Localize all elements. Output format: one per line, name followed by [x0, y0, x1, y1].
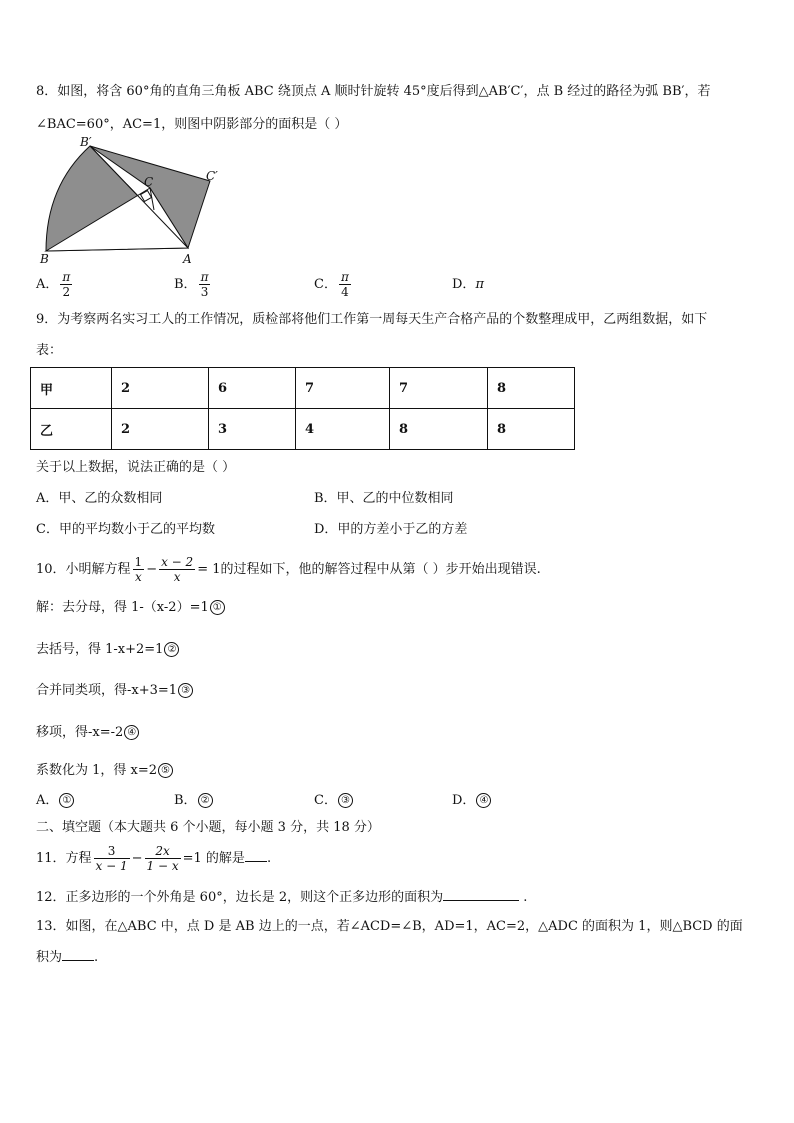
step-number-mark: ②: [164, 642, 179, 657]
q9-data-table: [30, 367, 575, 450]
table-cell: 8: [488, 368, 575, 409]
q9-option-d[interactable]: D．甲的方差小于乙的方差: [314, 522, 468, 537]
q8-option-a-letter: A．: [36, 277, 59, 292]
table-cell: 2: [112, 409, 209, 450]
label-b: B: [40, 252, 49, 266]
table-cell: 7: [390, 368, 488, 409]
q13-line2: 积为 .: [36, 950, 99, 965]
q8-option-c-fraction: $\frac{\pi}{4}$: [340, 270, 349, 299]
q11-fraction-2: $\frac{2x}{1 - x}$: [146, 844, 179, 873]
q8-option-d-text: π: [475, 277, 484, 292]
q8-option-d-letter: D．: [452, 277, 476, 292]
table-cell: 8: [390, 409, 488, 450]
table-cell: 乙: [31, 409, 112, 450]
q9-option-a[interactable]: A．甲、乙的众数相同: [36, 491, 163, 506]
label-c-prime: C′: [206, 169, 218, 183]
q10-step-1: 解：去分母，得 1-（x-2）=1 ①: [36, 599, 225, 617]
q8-option-b-letter: B．: [174, 277, 197, 292]
label-c: C: [144, 175, 154, 189]
table-cell: 4: [296, 409, 390, 450]
q9-line2: 表：: [36, 343, 63, 358]
q8-figure: [38, 136, 218, 266]
q10-equals: = 1: [197, 562, 221, 577]
q10-step-4: 移项，得-x=-2 ④: [36, 724, 139, 742]
q10-step-2: 去括号，得 1-x+2=1 ②: [36, 641, 179, 659]
q10-option-a[interactable]: A． ①: [36, 792, 74, 810]
q13-line1: 13．如图，在△ABC 中，点 D 是 AB 边上的一点，若∠ACD=∠B，AD=1，AC=2，△ADC 的面积为 1，则△BCD 的面: [36, 919, 743, 934]
q8-option-a[interactable]: [36, 270, 74, 299]
table-cell: 8: [488, 409, 575, 450]
q8-option-c[interactable]: [314, 270, 353, 299]
q8-line1: 8．如图，将含 60°角的直角三角板 ABC 绕顶点 A 顺时针旋转 45°度后得到△AB′C′，点 B 经过的路径为弧 BB′，若: [36, 84, 711, 99]
q10-step-3: 合并同类项，得-x+3=1 ③: [36, 682, 193, 700]
q10-step-5: 系数化为 1，得 x=2 ⑤: [36, 762, 173, 780]
table-cell: 6: [209, 368, 296, 409]
q10-prefix: 10．小明解方程: [36, 562, 131, 577]
q10-option-c[interactable]: C． ③: [314, 792, 353, 810]
label-b-prime: B′: [80, 136, 92, 149]
q10-stem: [36, 555, 541, 584]
q9-line1: 9．为考察两名实习工人的工作情况，质检部将他们工作第一周每天生产合格产品的个数整理成甲，乙两组数据，如下: [36, 312, 708, 327]
q9-question: 关于以上数据，说法正确的是（ ）: [36, 460, 236, 475]
q10-option-b[interactable]: B． ②: [174, 792, 213, 810]
q10-minus: −: [146, 562, 158, 577]
q13-answer-blank[interactable]: [62, 948, 94, 961]
table-cell: 2: [112, 368, 209, 409]
q12-stem: 12．正多边形的一个外角是 60°，边长是 2，则这个正多边形的面积为 .: [36, 890, 528, 905]
q10-fraction-2: $\frac{x - 2}{x}$: [161, 555, 194, 584]
q11-answer-blank[interactable]: [245, 849, 267, 862]
q8-option-b-fraction: $\frac{\pi}{3}$: [200, 270, 209, 299]
step-number-mark: ③: [178, 683, 193, 698]
q8-option-d[interactable]: [452, 276, 484, 294]
step-number-mark: ⑤: [158, 763, 173, 778]
section-2-heading: 二、填空题（本大题共 6 个小题，每小题 3 分，共 18 分）: [36, 820, 380, 835]
q9-option-b[interactable]: B．甲、乙的中位数相同: [314, 491, 454, 506]
q10-fraction-1: $\frac{1}{x}$: [134, 555, 143, 584]
q10-suffix: 的过程如下，他的解答过程中从第（ ）步开始出现错误.: [220, 562, 541, 577]
q8-line2: ∠BAC=60°，AC=1，则图中阴影部分的面积是（ ）: [36, 117, 348, 132]
q8-option-c-letter: C．: [314, 277, 337, 292]
label-a: A: [183, 252, 192, 266]
table-cell: 7: [296, 368, 390, 409]
q8-option-a-fraction: $\frac{\pi}{2}$: [62, 270, 71, 299]
table-row: [31, 368, 575, 409]
q12-answer-blank[interactable]: [443, 888, 519, 901]
table-cell: 3: [209, 409, 296, 450]
q11-stem: 11．方程 $\frac{3}{x - 1}$ − $\frac{2x}{1 - x}$ =1 的解是 .: [36, 844, 272, 873]
step-number-mark: ④: [124, 725, 139, 740]
q11-fraction-1: $\frac{3}{x - 1}$: [95, 844, 128, 873]
q10-option-d[interactable]: D． ④: [452, 792, 491, 810]
q9-option-c[interactable]: C．甲的平均数小于乙的平均数: [36, 522, 215, 537]
step-number-mark: ①: [210, 600, 225, 615]
q8-option-b[interactable]: [174, 270, 212, 299]
table-cell: 甲: [31, 368, 112, 409]
table-row: [31, 409, 575, 450]
